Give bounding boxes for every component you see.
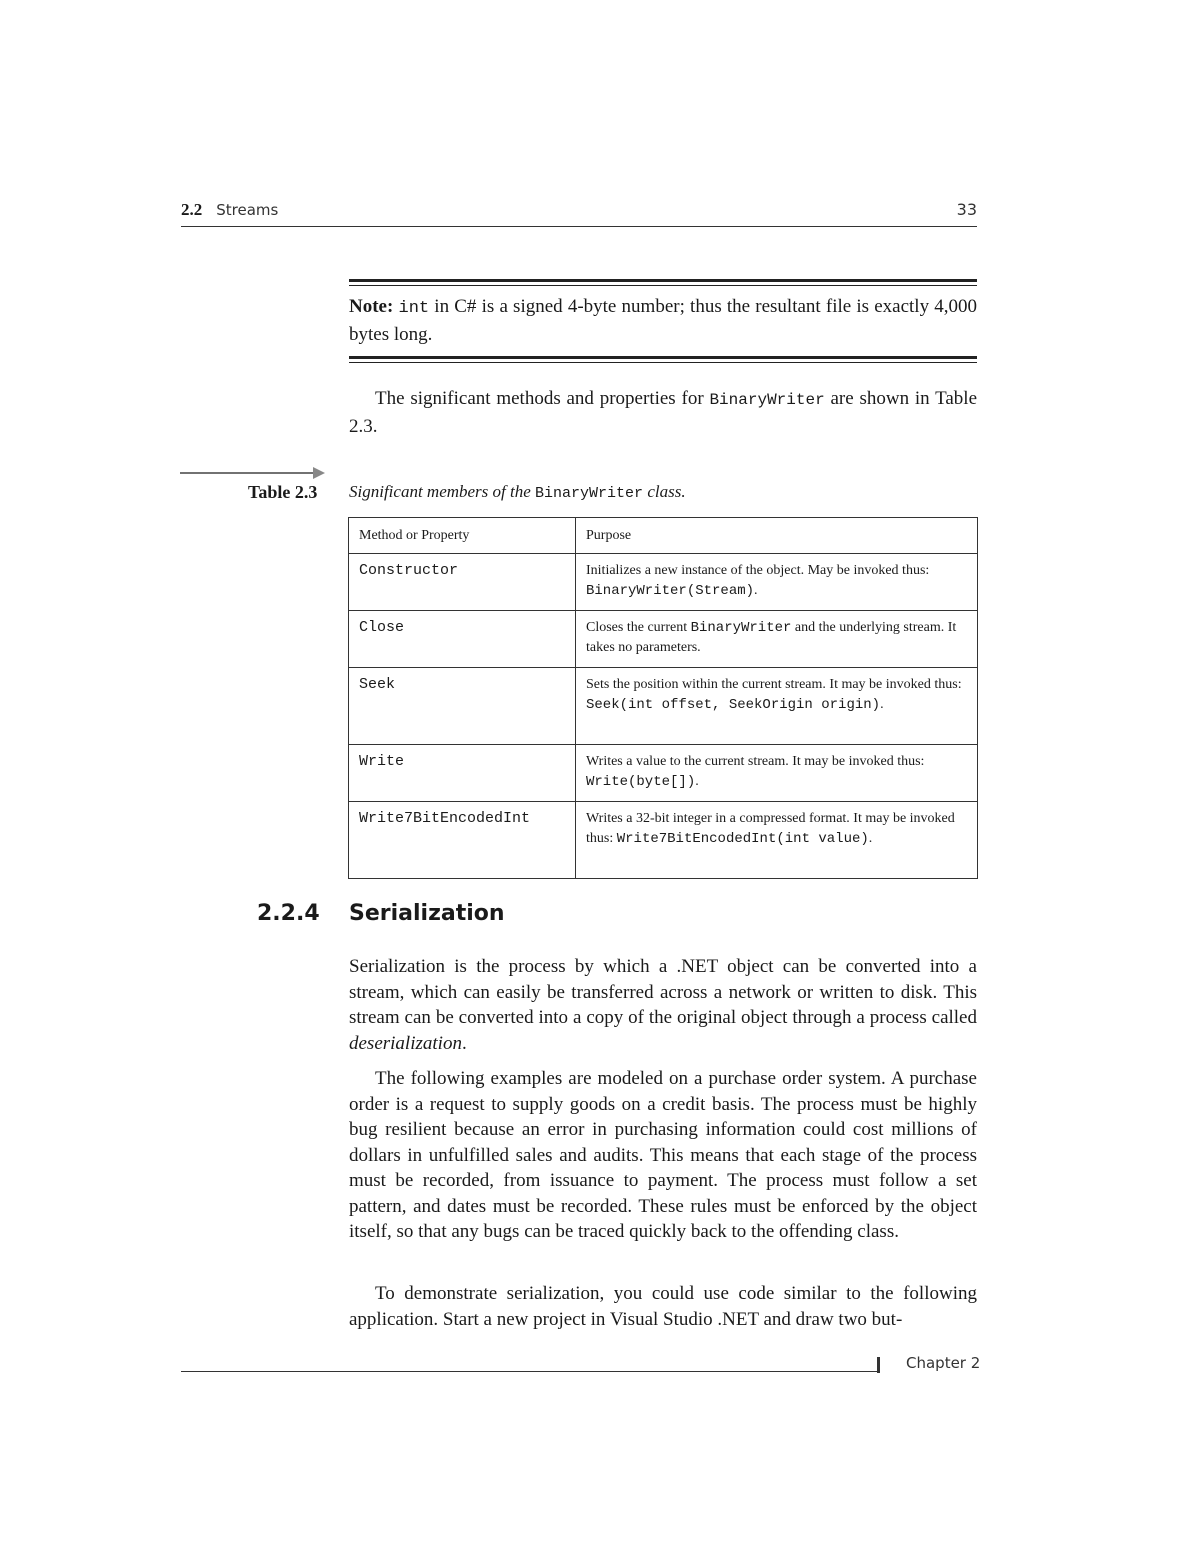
note-bottom-rule [349,356,977,363]
caption-text-a: Significant members of the [349,482,536,501]
note-box [349,279,977,363]
purpose-text: Writes a value to the current stream. It may be invoked thus: [586,754,925,769]
header-section-title: Streams [216,201,279,219]
member-purpose [576,802,978,879]
purpose-text: Initializes a new instance of the object. May be invoked thus: [586,563,930,578]
footer-marker [877,1357,880,1373]
section-title: Serialization [349,901,505,926]
member-name: Constructor [349,554,576,611]
note-body: in C# is a signed 4-byte number; thus the resultant file is exactly 4,000 bytes long. [349,296,978,345]
header-section-number: 2.2 [181,200,203,219]
footer-rule [181,1371,878,1372]
member-name: Seek [349,668,576,745]
purpose-code: Write(byte[]) [586,774,696,790]
member-purpose [576,611,978,668]
intro-text-b: are shown in Table 2.3. [349,388,978,437]
body-paragraph-2: The following examples are modeled on a purchase order system. A purchase order is a request to supply goods on a credit basis. The process must be highly bug resilient because an error in purchasing information could cost millions of dollars in unfulfilled sales and audits. This means that each stage of the process must be recorded, from issuance to payment. The process must follow a set pattern, and dates must be recorded. These rules must be enforced by the object itself, so that any bugs can be traced quickly back to the offending class. [349,1068,977,1242]
purpose-text: Sets the position within the current stream. It may be invoked thus: [586,677,962,692]
caption-code: BinaryWriter [535,485,644,502]
members-table [348,517,978,879]
table-row [349,668,978,745]
p1-emphasis: deserialization [349,1032,462,1054]
member-name: Write [349,745,576,802]
intro-text-a: The significant methods and properties for [375,388,710,409]
purpose-text-end: . [880,697,884,712]
body-paragraph-1 [349,954,977,1056]
table-row [349,554,978,611]
table-header-row [349,518,978,554]
purpose-text-end: . [754,583,758,598]
section-number: 2.2.4 [257,901,320,926]
body-paragraph-3: To demonstrate serialization, you could use code similar to the following application. Start a new project in Visual Studio .NET and draw two but- [349,1283,977,1330]
member-purpose [576,668,978,745]
purpose-code: Write7BitEncodedInt(int value) [616,831,869,847]
purpose-text-end: . [868,831,873,846]
p1-text-end: . [461,1032,467,1054]
member-purpose [576,745,978,802]
column-header-method: Method or Property [349,518,576,554]
table-row [349,611,978,668]
running-header [181,198,977,227]
purpose-text: Closes the current [586,620,691,635]
header-section [181,200,278,220]
member-name: Write7BitEncodedInt [349,802,576,879]
purpose-text-end: and the underlying stream. It takes no parameters. [586,620,957,655]
intro-paragraph [349,386,977,439]
intro-code: BinaryWriter [709,391,825,409]
table-caption [349,482,686,502]
note-code: int [398,299,430,318]
p1-text: Serialization is the process by which a .NET object can be converted into a stream, which can easily be transferred across a network or written to disk. This stream can be converted into a copy of the original object through a process called [349,956,977,1028]
footer-chapter: Chapter 2 [906,1354,981,1372]
purpose-text-end: . [695,774,699,789]
table-marker-arrow-icon [180,466,325,480]
page-number: 33 [956,200,977,219]
note-label: Note: [349,296,394,317]
member-name: Close [349,611,576,668]
column-header-purpose: Purpose [576,518,978,554]
note-text [349,294,977,348]
purpose-code: BinaryWriter [690,620,792,636]
note-top-rule [349,279,977,286]
purpose-text: Writes a 32-bit integer in a compressed format. It may be invoked thus: [586,811,955,846]
purpose-code: Seek(int offset, SeekOrigin origin) [586,697,881,713]
caption-text-b: class. [643,482,686,501]
purpose-code: BinaryWriter(Stream) [586,583,755,599]
table-row [349,802,978,879]
table-label: Table 2.3 [248,482,318,502]
table-row [349,745,978,802]
member-purpose [576,554,978,611]
